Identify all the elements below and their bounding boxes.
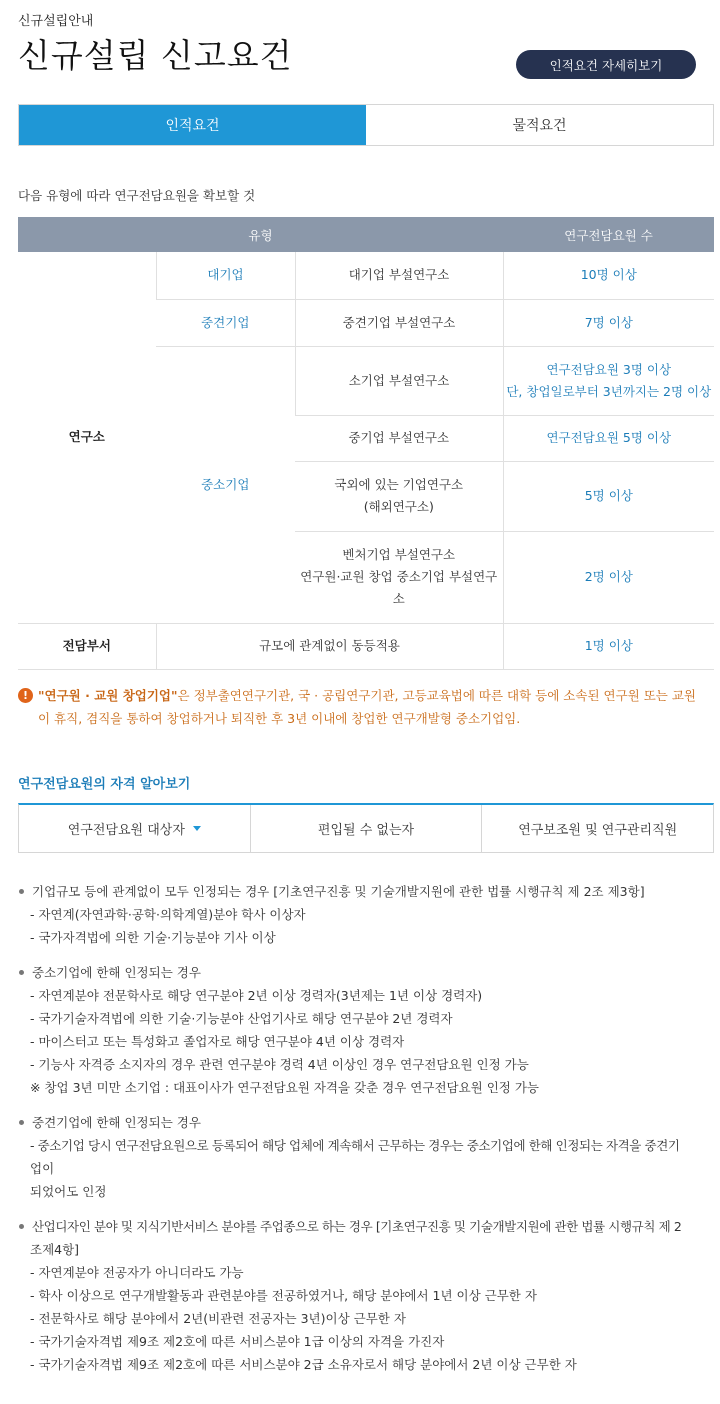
tab-assistant-staff[interactable]: 연구보조원 및 연구관리직원	[481, 805, 713, 852]
note-highlight: "연구원 · 교원 창업기업"	[38, 688, 178, 703]
tab-personnel-requirements[interactable]: 인적요건	[19, 105, 366, 145]
list-item	[18, 961, 714, 1099]
type-large-company: 대기업	[156, 252, 295, 299]
count-line: 연구전담요원 3명 이상	[546, 361, 672, 377]
detail-line: 소	[392, 591, 405, 606]
bullet-dot-icon	[19, 1224, 24, 1229]
count-cell: 7명 이상	[503, 299, 714, 346]
tab-ineligible-personnel[interactable]: 편입될 수 없는자	[250, 805, 482, 852]
bullet-text: 기업규모 등에 관계없이 모두 인정되는 경우 [기초연구진흥 및 기술개발지원에 관한 법률 시행규칙 제 2조 제3항]	[32, 884, 645, 899]
table-header-row	[18, 217, 714, 252]
table-header-type: 유형	[18, 217, 503, 252]
bullet-line	[18, 961, 714, 984]
sub-line: - 마이스터고 또는 특성화고 졸업자로 해당 연구분야 4년 이상 경력자	[30, 1034, 405, 1049]
tab-label: 연구전담요원 대상자	[67, 823, 185, 838]
count-cell: 5명 이상	[503, 461, 714, 531]
count-cell: 2명 이상	[503, 531, 714, 623]
sub-line: - 자연계분야 전공자가 아니더라도 가능	[30, 1265, 244, 1280]
detail-cell: 소기업 부설연구소	[295, 346, 503, 415]
list-item	[18, 1111, 714, 1203]
tab-eligible-personnel[interactable]	[19, 805, 250, 852]
startup-note	[18, 684, 714, 730]
type-sme: 중소기업	[156, 346, 295, 623]
bullet-text: 중소기업에 한해 인정되는 경우	[32, 965, 201, 980]
bullet-continuation: 조제4항]	[30, 1242, 80, 1257]
sub-line: 되었어도 인정	[30, 1184, 107, 1199]
table-header-count: 연구전담요원 수	[503, 217, 714, 252]
bullet-dot-icon	[19, 1120, 24, 1125]
sub-line: - 기능사 자격증 소지자의 경우 관련 연구분야 경력 4년 이상인 경우 연구전담요원 인정 가능	[30, 1057, 529, 1072]
detail-cell: 규모에 관계없이 동등적용	[156, 623, 503, 669]
detail-cell	[295, 461, 503, 531]
bullet-dot-icon	[19, 970, 24, 975]
type-mid-company: 중견기업	[156, 299, 295, 346]
bullet-line	[18, 1215, 714, 1238]
count-cell: 1명 이상	[503, 623, 714, 669]
caret-down-icon	[193, 826, 201, 831]
sub-line: - 중소기업 당시 연구전담요원으로 등록되어 해당 업체에 계속해서 근무하는 경우는 중소기업에 한해 인정되는 자격을 중견기	[30, 1138, 680, 1153]
detail-cell: 중견기업 부설연구소	[295, 299, 503, 346]
bullet-line	[18, 1111, 714, 1134]
tab-physical-requirements[interactable]: 물적요건	[512, 118, 567, 134]
detail-line: (해외연구소)	[363, 499, 434, 514]
note-text: 은 정부출연연구기관, 국 · 공립연구기관, 고등교육법에 따른 대학 등에 소속된 연구원 또는 교원	[177, 688, 696, 703]
detail-cell	[295, 531, 503, 623]
sub-line: - 전문학사로 해당 분야에서 2년(비관련 전공자는 3년)이상 근무한 자	[30, 1311, 406, 1326]
qualification-list	[18, 880, 714, 1388]
list-item	[18, 880, 714, 949]
table-row	[18, 252, 714, 299]
note-line: 이 휴직, 겸직을 통하여 창업하거나 퇴직한 후 3년 이내에 창업한 연구개발형 중소기업임.	[38, 711, 521, 726]
sub-line: - 국가자격법에 의한 기술·기능분야 기사 이상	[30, 930, 276, 945]
count-cell: 10명 이상	[503, 252, 714, 299]
sub-line: - 국가기술자격법 제9조 제2호에 따른 서비스분야 2급 소유자로서 해당 분야에서 2년 이상 근무한 자	[30, 1357, 577, 1372]
detail-view-button[interactable]: 인적요건 자세히보기	[516, 50, 696, 79]
bullet-text: 중견기업에 한해 인정되는 경우	[32, 1115, 201, 1130]
warning-icon: !	[18, 688, 33, 703]
sub-line: 업이	[30, 1161, 55, 1176]
note-line	[38, 684, 714, 707]
detail-line: 벤처기업 부설연구소	[342, 547, 456, 562]
dedicated-dept-label: 전담부서	[18, 623, 156, 669]
intro-text: 다음 유형에 따라 연구전담요원을 확보할 것	[18, 188, 256, 203]
detail-cell: 대기업 부설연구소	[295, 252, 503, 299]
detail-line: 연구원·교원 창업 중소기업 부설연구	[300, 569, 498, 584]
section-breadcrumb: 신규설립안내	[18, 14, 94, 29]
sub-line: ※ 창업 3년 미만 소기업 : 대표이사가 연구전담요원 자격을 갖춘 경우 연구전담요원 인정 가능	[30, 1080, 539, 1095]
detail-cell: 중기업 부설연구소	[295, 415, 503, 461]
sub-line: - 국가기술자격법 제9조 제2호에 따른 서비스분야 1급 이상의 자격을 가진자	[30, 1334, 445, 1349]
research-institute-label: 연구소	[18, 252, 156, 623]
bullet-dot-icon	[19, 889, 24, 894]
sub-line: - 자연계분야 전문학사로 해당 연구분야 2년 이상 경력자(3년제는 1년 이상 경력자)	[30, 988, 483, 1003]
list-item	[18, 1215, 714, 1376]
sub-line: - 학사 이상으로 연구개발활동과 관련분야를 전공하였거나, 해당 분야에서 1년 이상 근무한 자	[30, 1288, 537, 1303]
bullet-line	[18, 880, 714, 903]
sub-line: - 국가기술자격법에 의한 기술·기능분야 산업기사로 해당 연구분야 2년 경력자	[30, 1011, 453, 1026]
count-cell	[503, 346, 714, 415]
bullet-text: 산업디자인 분야 및 지식기반서비스 분야를 주업종으로 하는 경우 [기초연구진흥 및 기술개발지원에 관한 법률 시행규칙 제 2	[32, 1219, 682, 1234]
qualification-section-title: 연구전담요원의 자격 알아보기	[18, 777, 191, 792]
requirements-table	[18, 217, 714, 670]
sub-line: - 자연계(자연과학·공학·의학계열)분야 학사 이상자	[30, 907, 306, 922]
count-cell: 연구전담요원 5명 이상	[503, 415, 714, 461]
page-title: 신규설립 신고요건	[18, 36, 293, 75]
detail-line: 국외에 있는 기업연구소	[334, 477, 464, 492]
qualification-tabs	[18, 803, 714, 853]
table-row	[18, 623, 714, 669]
requirement-tabs	[18, 104, 714, 146]
count-line: 단, 창업일로부터 3년까지는 2명 이상	[506, 383, 712, 399]
